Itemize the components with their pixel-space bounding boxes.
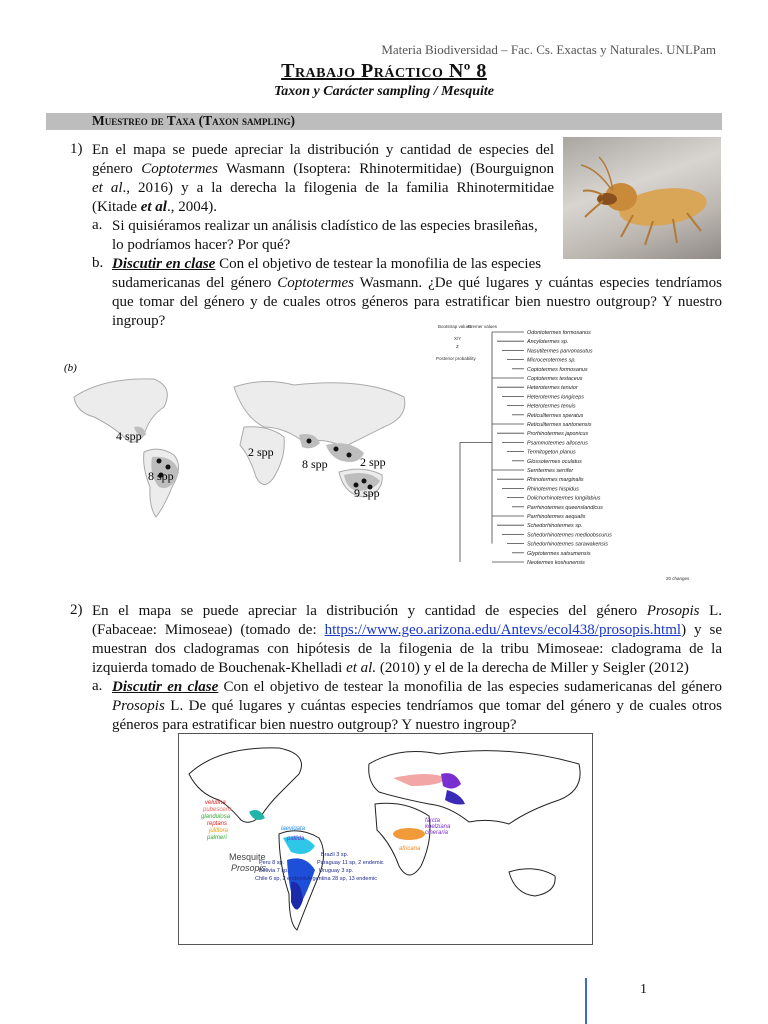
map-label: 2 spp [248, 445, 274, 459]
item2a-text: Discutir en clase Con el objetivo de testear la monofilia de las especies sudamericanas del género Prosopis L. De qué lugares y cuántas especies tendríamos que tomar del género y de cuales otros géneros para estratificar bien nuestro outgroup? Y nuestro ingroup? [112, 679, 722, 733]
map-label: 8 spp [148, 469, 174, 483]
species-label: pubescens [203, 807, 233, 813]
species-label: reptans [207, 821, 228, 827]
taxon-label: Rhinotermes marginalis [527, 477, 584, 484]
item1b-text: Discutir en clase Con el objetivo de testear la monofilia de las especies sudamericanas del género Coptotermes Wasmann. ¿De qué lugares y cuántas especies tendríamos que tomar del género y de cuales otros géneros para estratificar bien nuestro outgroup? Y nuestro ingroup? [112, 256, 722, 329]
taxon-label: Ancylotermes sp. [527, 339, 569, 346]
species-label: laevigata [281, 826, 306, 832]
page-number: 1 [640, 982, 647, 997]
country-label: Brazil 3 sp. [321, 852, 349, 858]
taxon-label: Schedorhinotermes sp. [527, 523, 583, 530]
map-title: Mesquite [229, 852, 266, 862]
item-number: 1) [70, 141, 83, 157]
map-title: Prosopis [231, 863, 267, 873]
map-label: 9 spp [354, 486, 380, 500]
legend-text: Z [456, 344, 459, 349]
species-label: cineraria [425, 830, 449, 836]
country-label: Peru 8 sp. [259, 860, 285, 866]
item-number: 2) [70, 602, 83, 618]
subitem-label: a. [92, 217, 103, 233]
taxon-label: Schedorhinotermes sarawakensis [527, 541, 608, 548]
map-label: 2 spp [360, 455, 386, 469]
taxon-label: Glyptotermes satsumensis [527, 550, 591, 557]
course-header: Materia Biodiversidad – Fac. Cs. Exactas y Naturales. UNLPam [381, 42, 716, 57]
item1a-text: Si quisiéramos realizar un análisis cladístico de las especies brasileñas, lo podríamos hacer? Por qué? [112, 218, 538, 253]
taxon-label: Rhinotermes hispidus [527, 486, 579, 493]
country-label: Uruguay 3 sp. [319, 868, 354, 874]
taxon-label: Parrhinotermes aequalis [527, 514, 586, 520]
subitem-label: b. [92, 255, 104, 271]
taxon-label: Reticulitermes speratus [527, 412, 584, 419]
species-label: velutina [205, 800, 226, 806]
species-label: koelziana [425, 824, 451, 830]
taxon-label: Prorhinotermes japonicus [527, 431, 589, 438]
species-label: glandulosa [201, 814, 231, 820]
taxon-label: Nasutitermes parvonasutus [527, 348, 593, 355]
item1-paragraph: En el mapa se puede apreciar la distribución y cantidad de especies del género Coptotermes Wasmann (Isoptera: Rhinotermitidae) (Bourguignon et al., 2016) y a la derecha la filogenia de la familia Rhinotermitidae (Kitade et al., 2004). [92, 142, 555, 215]
panel-label: (b) [64, 362, 77, 374]
country-label: Paraguay 11 sp, 2 endemic [317, 860, 384, 866]
taxon-label: Dolichorhinotermes longilabius [527, 495, 601, 502]
item2-paragraph: En el mapa se puede apreciar la distribución y cantidad de especies del género Prosopis L. (Fabaceae: Mimoseae) (tomado de: https://www.geo.arizona.edu/Antevs/ecol438/prosopis.html) y se muestran dos cladogramas con hipótesis de la filogenia de la tribu Mimoseae: cladograma de la izquierda tomado de Bouchenak-Khelladi et al. (2010) y el de la derecha de Miller y Seigler (2012) [92, 603, 722, 676]
footer-rule [585, 978, 587, 1024]
taxon-label: Microcerotermes sp. [527, 357, 576, 364]
legend-text: X/Y [454, 336, 462, 341]
species-label: africana [399, 846, 421, 852]
taxon-label: Heterotermes tenuis [527, 403, 576, 410]
taxon-label: Schedorhinotermes medioobscurus [527, 532, 612, 539]
country-label: Chile 6 sp, 2 endemic [255, 876, 308, 882]
species-label: pallida [287, 836, 305, 842]
termite-photo [563, 137, 721, 259]
subitem-label: a. [92, 678, 103, 694]
species-label: palmeri [207, 835, 227, 841]
legend-text: Bootstrap values [438, 324, 472, 329]
taxon-label: Glossotermes oculatus [527, 458, 582, 465]
taxon-label: Serritermes serrifer [527, 468, 574, 474]
country-label: Argentina 28 sp, 13 endemic [307, 876, 378, 882]
taxon-label: Reticulitermes santonensis [527, 422, 592, 428]
taxon-label: Psammotermes allocerus [527, 440, 588, 447]
prosopis-link[interactable]: https://www.geo.arizona.edu/Antevs/ecol438/prosopis.html [324, 622, 682, 638]
page-subtitle: Taxon y Carácter sampling / Mesquite [273, 84, 494, 99]
scale-label: 20 changes [666, 576, 690, 581]
country-label: Bolivia 7 sp. [259, 868, 289, 874]
taxon-label: Heterotermes longiceps [527, 394, 584, 401]
taxon-label: Odontotermes formosanus [527, 330, 591, 336]
legend-text: Posterior probability [436, 356, 476, 361]
species-label: juliflora [209, 828, 229, 834]
prosopis-distribution-map [178, 733, 593, 945]
section-heading [46, 113, 722, 130]
tree-spine [460, 332, 492, 562]
taxon-label: Parrhinotermes queenslandicus [527, 504, 603, 511]
map-label: 4 spp [116, 429, 142, 443]
taxon-label: Neotermes koshunensis [527, 560, 585, 566]
coptotermes-distribution-map [64, 357, 422, 525]
taxon-label: Coptotermes testaceus [527, 376, 583, 382]
taxon-label: Coptotermes formosanus [527, 366, 588, 373]
legend-text: Bremer values [468, 324, 498, 329]
taxon-label: Termitogeton planus [527, 449, 576, 456]
rhinotermitidae-phylogeny [432, 322, 718, 584]
taxon-label: Heterotermes tenuior [527, 385, 578, 392]
map-label: 8 spp [302, 457, 328, 471]
species-label: farcta [425, 818, 441, 824]
page-title: Trabajo Práctico Nº 8 [281, 60, 487, 82]
section-title: Muestreo de Taxa (Taxon sampling) [92, 113, 296, 128]
